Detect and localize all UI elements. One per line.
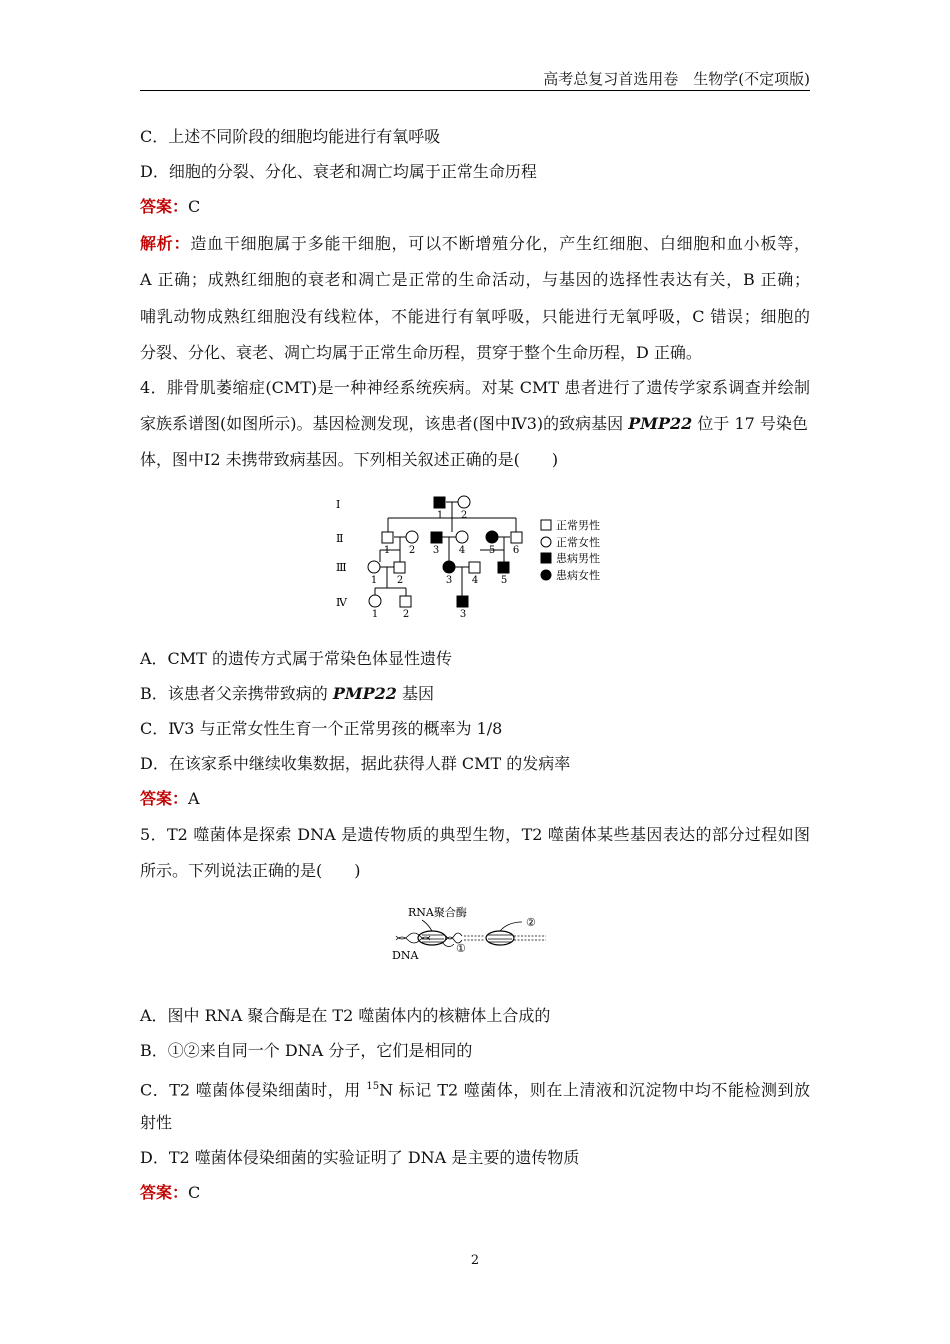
option-text: 基因	[396, 684, 434, 703]
q4-stem-line-1: 4．腓骨肌萎缩症(CMT)是一种神经系统疾病。对某 CMT 患者进行了遗传学家系调查并绘制	[140, 378, 810, 397]
individual-number: 4	[458, 545, 466, 556]
analysis-text: 造血干细胞属于多能干细胞，可以不断增殖分化，产生红细胞、白细胞和血小板等，	[190, 234, 810, 253]
legend-affected-male: 患病男性	[556, 552, 600, 565]
generation-label: Ⅱ	[336, 532, 344, 545]
q3-analysis-line-4: 分裂、分化、衰老、凋亡均属于正常生命历程，贯穿于整个生命历程，D 正确。	[140, 343, 702, 362]
isotope-superscript: 15	[366, 1081, 380, 1092]
individual-number: 1	[383, 545, 391, 556]
q5-option-a: A．图中 RNA 聚合酶是在 T2 噬菌体内的核糖体上合成的	[140, 1006, 551, 1025]
individual-number: 4	[471, 575, 479, 586]
answer-value: C	[188, 1183, 201, 1202]
individual-number: 5	[500, 575, 508, 586]
dna-label: DNA	[392, 949, 419, 962]
individual-number: 2	[402, 609, 410, 620]
pedigree-figure	[330, 490, 620, 620]
individual-number: 5	[488, 545, 496, 556]
running-header: 高考总复习首选用卷 生物学(不定项版)	[543, 70, 810, 88]
answer-value: A	[188, 789, 200, 808]
q4-stem-line-2	[140, 413, 808, 435]
legend-normal-female: 正常女性	[556, 536, 600, 549]
individual-number: 3	[445, 575, 453, 586]
q4-answer	[140, 788, 200, 810]
individual-number: 1	[370, 575, 378, 586]
rna-polymerase-label: RNA聚合酶	[408, 906, 467, 919]
answer-label: 答案：	[140, 1183, 189, 1202]
generation-label: Ⅳ	[336, 596, 347, 609]
q5-option-b: B．①②来自同一个 DNA 分子，它们是相同的	[140, 1041, 473, 1060]
option-text: N 标记 T2 噬菌体，则在上清液和沉淀物中均不能检测到放	[379, 1080, 810, 1100]
legend-normal-male: 正常男性	[556, 519, 600, 532]
q5-option-d: D．T2 噬菌体侵染细菌的实验证明了 DNA 是主要的遗传物质	[140, 1148, 580, 1167]
q4-option-c: C．Ⅳ3 与正常女性生育一个正常男孩的概率为 1/8	[140, 719, 503, 738]
q3-option-c: C．上述不同阶段的细胞均能进行有氧呼吸	[140, 127, 441, 146]
analysis-label: 解析：	[140, 234, 191, 253]
stem-text: 位于 17 号染色	[692, 414, 808, 433]
individual-number: 2	[396, 575, 404, 586]
q3-analysis-line-2: A 正确；成熟红细胞的衰老和凋亡是正常的生命活动，与基因的选择性表达有关，B 正确；	[140, 270, 810, 289]
gene-name: PMP22	[628, 414, 693, 433]
generation-label: Ⅰ	[336, 498, 341, 511]
individual-number: 6	[512, 545, 520, 556]
individual-number: 2	[408, 545, 416, 556]
answer-label: 答案：	[140, 197, 189, 216]
transcription-figure	[388, 902, 568, 964]
generation-label: Ⅲ	[336, 561, 347, 574]
q5-answer	[140, 1182, 200, 1204]
individual-number: 3	[432, 545, 440, 556]
q4-option-b	[140, 683, 434, 705]
individual-number: 3	[459, 609, 467, 620]
legend-affected-female: 患病女性	[556, 569, 600, 582]
individual-number: 2	[460, 510, 468, 521]
q5-option-c-line-2: 射性	[140, 1113, 173, 1132]
q4-option-a: A．CMT 的遗传方式属于常染色体显性遗传	[140, 649, 452, 668]
individual-number: 1	[371, 609, 379, 620]
answer-value: C	[188, 197, 201, 216]
q3-answer	[140, 196, 200, 218]
q5-stem-line-2: 所示。下列说法正确的是( )	[140, 861, 361, 880]
option-text: C．T2 噬菌体侵染细菌时，用	[140, 1080, 367, 1100]
mark-1: ①	[456, 942, 466, 955]
answer-label: 答案：	[140, 789, 189, 808]
page-number: 2	[470, 1253, 480, 1268]
individual-number: 1	[436, 510, 444, 521]
q4-stem-line-3: 体，图中Ⅰ2 未携带致病基因。下列相关叙述正确的是( )	[140, 450, 559, 469]
option-text: B．该患者父亲携带致病的	[140, 684, 333, 703]
mark-2: ②	[526, 916, 536, 929]
q5-stem-line-1: 5．T2 噬菌体是探索 DNA 是遗传物质的典型生物，T2 噬菌体某些基因表达的部分过程如图	[140, 825, 810, 844]
stem-text: 家族系谱图(如图所示)。基因检测发现，该患者(图中Ⅳ3)的致病基因	[140, 414, 629, 433]
q4-option-d: D．在该家系中继续收集数据，据此获得人群 CMT 的发病率	[140, 754, 571, 773]
q3-option-d: D．细胞的分裂、分化、衰老和凋亡均属于正常生命历程	[140, 162, 537, 181]
gene-name: PMP22	[332, 684, 397, 703]
header-rule	[140, 90, 810, 91]
q3-analysis-line-3: 哺乳动物成熟红细胞没有线粒体，不能进行有氧呼吸，只能进行无氧呼吸，C 错误；细胞的	[140, 307, 810, 326]
q3-analysis-line-1	[140, 233, 810, 255]
q5-option-c-line-1	[140, 1076, 810, 1101]
